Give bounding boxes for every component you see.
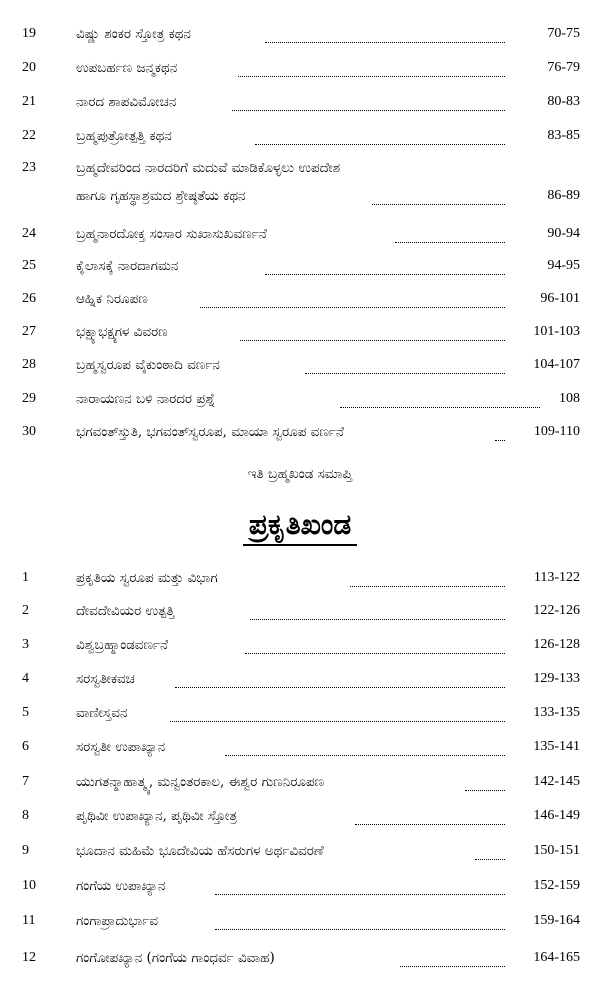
leader-dots bbox=[495, 440, 505, 441]
entry-number: 24 bbox=[22, 226, 36, 241]
entry-pages: 122-126 bbox=[533, 603, 580, 618]
entry-title: ವಿಶ್ವಬ್ರಹ್ಮಾಂಡವರ್ಣನೆ bbox=[76, 637, 169, 653]
leader-dots bbox=[265, 42, 505, 43]
entry-title: ಸರಸ್ವತೀ ಉಪಾಖ್ಯಾನ bbox=[76, 739, 166, 755]
entry-pages: 108 bbox=[559, 391, 580, 406]
entry-number: 7 bbox=[22, 774, 29, 789]
leader-dots bbox=[265, 274, 505, 275]
entry-title: ದೇವದೇವಿಯರ ಉತ್ಪತ್ತಿ bbox=[76, 603, 175, 619]
entry-pages: 129-133 bbox=[533, 671, 580, 686]
entry-pages: 96-101 bbox=[540, 291, 580, 306]
entry-title: ಭಗವಂತ್‍ಸ್ತುತಿ, ಭಗವಂತ್‍ಸ್ವರೂಪ, ಮಾಯಾ ಸ್ವರೂಪ ವರ್ಣನೆ bbox=[76, 424, 344, 440]
entry-pages: 83-85 bbox=[547, 128, 580, 143]
entry-title: ಬ್ರಹ್ಮಪುತ್ರೋತ್ಪತ್ತಿ ಕಥನ bbox=[76, 128, 172, 144]
entry-title: ಗಂಗೆಯ ಉಪಾಖ್ಯಾನ bbox=[76, 878, 166, 894]
entry-title: ನಾರಾಯಣನ ಬಳಿ ನಾರದರ ಪ್ರಶ್ನೆ bbox=[76, 391, 216, 407]
entry-title: ಬ್ರಹ್ಮಸ್ವರೂಪ ವೈಕುಂಠಾದಿ ವರ್ಣನ bbox=[76, 357, 220, 373]
entry-title: ಗಂಗೋಪಖ್ಯಾನ (ಗಂಗೆಯ ಗಾಂಧರ್ವ ವಿವಾಹ) bbox=[76, 950, 275, 966]
leader-dots bbox=[475, 859, 505, 860]
entry-number: 3 bbox=[22, 637, 29, 652]
entry-title: ವಿಷ್ಣು ಶಂಕರ ಸ್ತೋತ್ರ ಕಥನ bbox=[76, 26, 191, 42]
leader-dots bbox=[465, 790, 505, 791]
leader-dots bbox=[175, 687, 505, 688]
entry-number: 20 bbox=[22, 60, 36, 75]
entry-title: ಪ್ರಕೃತಿಯ ಸ್ವರೂಪ ಮತ್ತು ವಿಭಾಗ bbox=[76, 570, 218, 586]
leader-dots bbox=[350, 586, 505, 587]
entry-number: 4 bbox=[22, 671, 29, 686]
entry-number: 25 bbox=[22, 258, 36, 273]
section-heading: ಪ್ರಕೃತಿಖಂಡ bbox=[243, 508, 357, 546]
entry-title: ಆಹ್ನಿಕ ನಿರೂಪಣ bbox=[76, 291, 148, 307]
entry-number: 11 bbox=[22, 913, 36, 928]
leader-dots bbox=[395, 242, 505, 243]
entry-pages: 150-151 bbox=[533, 843, 580, 858]
entry-number: 8 bbox=[22, 808, 29, 823]
leader-dots bbox=[170, 721, 505, 722]
entry-title: ಗಂಗಾಪ್ರಾದುರ್ಭಾವ bbox=[76, 913, 159, 929]
leader-dots bbox=[200, 307, 505, 308]
entry-title: ಬ್ರಹ್ಮನಾರದೋಕ್ತ ಸಂಸಾರ ಸುಖಾಸುಖವರ್ಣನೆ bbox=[76, 226, 267, 242]
entry-number: 19 bbox=[22, 26, 36, 41]
leader-dots bbox=[238, 76, 505, 77]
entry-pages: 159-164 bbox=[533, 913, 580, 928]
entry-title: ಭೂದಾನ ಮಹಿಮೆ ಭೂದೇವಿಯ ಹೆಸರುಗಳ ಅರ್ಥವಿವರಣೆ bbox=[76, 843, 324, 859]
entry-number: 23 bbox=[22, 160, 36, 175]
entry-number: 21 bbox=[22, 94, 36, 109]
leader-dots bbox=[355, 824, 505, 825]
entry-pages: 80-83 bbox=[547, 94, 580, 109]
entry-pages: 94-95 bbox=[547, 258, 580, 273]
entry-number: 22 bbox=[22, 128, 36, 143]
entry-number: 9 bbox=[22, 843, 29, 858]
entry-number: 2 bbox=[22, 603, 29, 618]
entry-title: ಸರಸ್ವತೀಕವಚ bbox=[76, 671, 135, 687]
entry-pages: 76-79 bbox=[547, 60, 580, 75]
entry-title: ವಾಣೀಸ್ತವನ bbox=[76, 705, 128, 721]
entry-title: ಪೃಥಿವೀ ಉಪಾಖ್ಯಾನ, ಪೃಥಿವೀ ಸ್ತೋತ್ರ bbox=[76, 808, 237, 824]
leader-dots bbox=[215, 894, 505, 895]
entry-pages: 164-165 bbox=[533, 950, 580, 965]
entry-title: ಬ್ರಹ್ಮದೇವರಿಂದ ನಾರದರಿಗೆ ಮದುವೆ ಮಾಡಿಕೊಳ್ಳಲು ಉಪದೇಶ bbox=[76, 160, 341, 176]
entry-number: 30 bbox=[22, 424, 36, 439]
entry-number: 26 bbox=[22, 291, 36, 306]
entry-pages: 104-107 bbox=[533, 357, 580, 372]
entry-pages: 133-135 bbox=[533, 705, 580, 720]
entry-title: ಉಪಬರ್ಹಣ ಜನ್ಮಕಥನ bbox=[76, 60, 178, 76]
entry-number: 6 bbox=[22, 739, 29, 754]
entry-pages: 142-145 bbox=[533, 774, 580, 789]
entry-pages: 152-159 bbox=[533, 878, 580, 893]
leader-dots bbox=[400, 966, 505, 967]
entry-pages: 109-110 bbox=[533, 424, 580, 439]
entry-number: 12 bbox=[22, 950, 36, 965]
entry-pages: 135-141 bbox=[533, 739, 580, 754]
entry-title-line2: ಹಾಗೂ ಗೃಹಸ್ಥಾಶ್ರಮದ ಶ್ರೇಷ್ಠತೆಯ ಕಥನ bbox=[76, 188, 246, 204]
entry-title: ಭಕ್ಷ್ಯಾಭಕ್ಷ್ಯಗಳ ವಿವರಣ bbox=[76, 324, 168, 340]
leader-dots bbox=[340, 407, 540, 408]
entry-pages: 101-103 bbox=[533, 324, 580, 339]
entry-pages: 126-128 bbox=[533, 637, 580, 652]
leader-dots bbox=[215, 929, 505, 930]
section-closing-note: ಇತಿ ಬ್ರಹ್ಮಖಂಡ ಸಮಾಪ್ತಿ bbox=[247, 466, 353, 482]
leader-dots bbox=[305, 373, 505, 374]
entry-number: 29 bbox=[22, 391, 36, 406]
entry-pages: 70-75 bbox=[547, 26, 580, 41]
entry-title: ನಾರದ ಶಾಪವಿಮೋಚನ bbox=[76, 94, 177, 110]
leader-dots bbox=[372, 204, 505, 205]
entry-number: 5 bbox=[22, 705, 29, 720]
leader-dots bbox=[225, 755, 505, 756]
entry-number: 1 bbox=[22, 570, 29, 585]
entry-number: 28 bbox=[22, 357, 36, 372]
leader-dots bbox=[255, 144, 505, 145]
leader-dots bbox=[232, 110, 505, 111]
entry-pages: 90-94 bbox=[547, 226, 580, 241]
entry-title: ಯುಗತನ್ಮಾಹಾತ್ಮ್ಯ, ಮನ್ವಂತರಕಾಲ, ಈಶ್ವರ ಗುಣನಿರೂಪಣ bbox=[76, 774, 325, 790]
entry-pages: 113-122 bbox=[533, 570, 580, 585]
leader-dots bbox=[240, 340, 505, 341]
entry-number: 10 bbox=[22, 878, 36, 893]
entry-pages: 146-149 bbox=[533, 808, 580, 823]
entry-number: 27 bbox=[22, 324, 36, 339]
leader-dots bbox=[245, 653, 505, 654]
leader-dots bbox=[250, 619, 505, 620]
entry-title: ಕೈಲಾಸಕ್ಕೆ ನಾರದಾಗಮನ bbox=[76, 258, 179, 274]
entry-pages: 86-89 bbox=[547, 188, 580, 203]
